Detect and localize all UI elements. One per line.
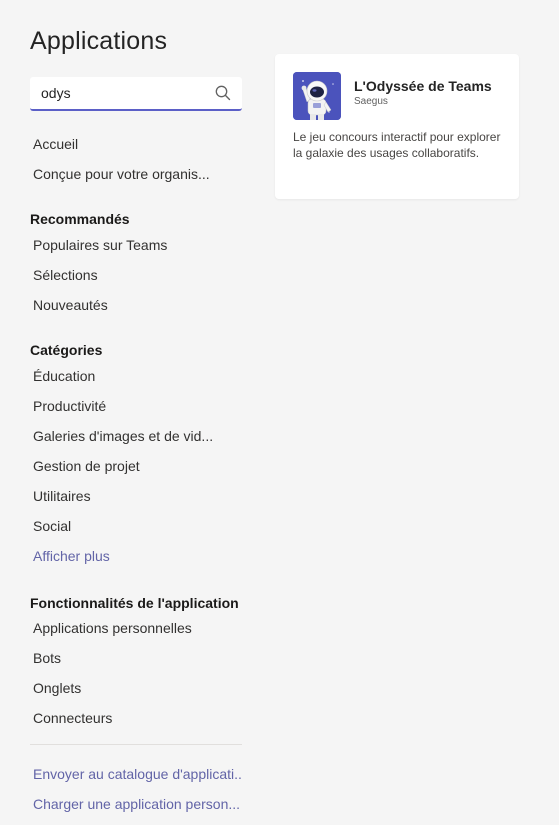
show-more-link[interactable]: Afficher plus xyxy=(33,548,110,564)
search-icon[interactable] xyxy=(214,84,232,102)
nav-recommended xyxy=(30,230,242,320)
page-title: Applications xyxy=(30,27,168,55)
app-result-card[interactable] xyxy=(275,54,519,199)
section-heading-features: Fonctionnalités de l'application xyxy=(30,595,239,611)
nav-item-home[interactable]: Accueil xyxy=(33,136,79,152)
app-publisher: Saegus xyxy=(354,96,388,107)
nav-item-selections[interactable]: Sélections xyxy=(33,267,98,283)
nav-item-productivity[interactable]: Productivité xyxy=(33,398,107,414)
section-heading-categories: Catégories xyxy=(30,342,103,358)
nav-item-tabs[interactable]: Onglets xyxy=(33,680,82,696)
app-name: L'Odyssée de Teams xyxy=(354,78,492,94)
section-heading-recommended: Recommandés xyxy=(30,211,130,227)
nav-features xyxy=(30,613,242,733)
nav-divider xyxy=(30,744,242,745)
astronaut-icon xyxy=(293,72,341,120)
nav-item-connectors[interactable]: Connecteurs xyxy=(33,710,113,726)
nav-item-utilities[interactable]: Utilitaires xyxy=(33,488,91,504)
nav-item-new[interactable]: Nouveautés xyxy=(33,297,108,313)
nav-item-personal-apps[interactable]: Applications personnelles xyxy=(33,620,192,636)
submit-to-catalog-link[interactable]: Envoyer au catalogue d'applicati.. xyxy=(33,766,242,782)
nav-item-bots[interactable]: Bots xyxy=(33,650,62,666)
search-input[interactable] xyxy=(41,85,214,101)
nav-item-social[interactable]: Social xyxy=(33,518,72,534)
nav-item-popular[interactable]: Populaires sur Teams xyxy=(33,237,168,253)
nav-item-built-for-org[interactable]: Conçue pour votre organis... xyxy=(33,166,210,182)
upload-custom-app-link[interactable]: Charger une application person... xyxy=(33,796,241,812)
app-description: Le jeu concours interactif pour explorer la galaxie des usages collaboratifs. xyxy=(293,130,501,160)
nav-item-project-management[interactable]: Gestion de projet xyxy=(33,458,140,474)
nav-categories xyxy=(30,361,242,571)
nav-footer xyxy=(30,759,242,819)
search-box[interactable] xyxy=(30,77,242,111)
nav-item-image-galleries[interactable]: Galeries d'images et de vid... xyxy=(33,428,214,444)
nav-top xyxy=(30,129,242,189)
nav-item-education[interactable]: Éducation xyxy=(33,368,96,384)
